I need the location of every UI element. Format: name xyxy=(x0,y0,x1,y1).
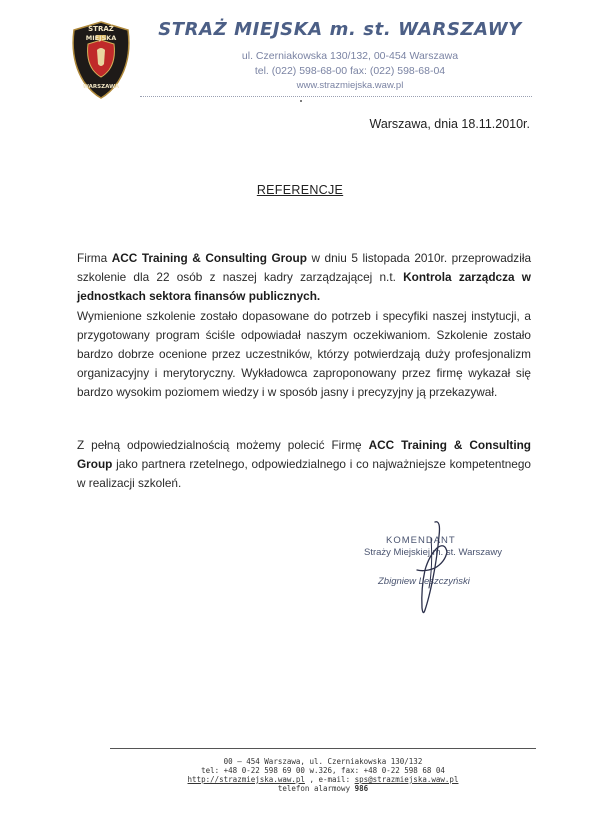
p1-training-topic: Kontrola zarządcza w jednostkach sektora finansów publicznych. xyxy=(77,270,531,304)
body-paragraph-2 xyxy=(77,436,531,494)
stamp-role: KOMENDANT xyxy=(386,535,456,546)
header-dot-mark xyxy=(300,100,302,102)
footer-email-label: , e-mail: xyxy=(304,775,355,784)
footer-email-link[interactable]: sps@strazmiejska.waw.pl xyxy=(354,775,459,784)
header-divider xyxy=(140,96,532,97)
p2-company-name: ACC Training & Consulting Group xyxy=(77,438,532,472)
p1-text-3: Wymienione szkolenie zostało dopasowane do potrzeb i specyfiki naszej instytucji, a przygotowany program ściśle odpowiadał naszym oczekiwaniom. Szkolenie zostało bardzo dobrze ocenione przez uczestników, którzy potwierdzają duży profesjonalizm organizacyjny i merytoryczny. Wykładowca zaproponowany przez firmę wykazał się bardzo wysokim poziomem wiedzy i w sposób jasny i precyzyjny ją przekazywał. xyxy=(77,308,531,400)
logo-text-top: STRAŻ xyxy=(88,25,114,33)
footer-contact xyxy=(110,775,536,784)
logo-text-bottom: WARSZAWA xyxy=(82,84,120,90)
straz-miejska-badge-logo xyxy=(68,20,134,100)
logo-text-mid: MIEJSKA xyxy=(85,34,117,42)
footer-divider xyxy=(110,748,536,749)
organization-title: STRAŻ MIEJSKA m. st. WARSZAWY xyxy=(158,19,522,40)
p1-text-1: Firma xyxy=(77,251,112,265)
footer-phone-fax: tel: +48 0-22 598 69 00 w.326, fax: +48 0-22 598 68 04 xyxy=(201,766,445,775)
signatory-name: Zbigniew Leszczyński xyxy=(378,576,470,587)
p2-text-2: jako partnera rzetelnego, odpowiedzialnego i co najważniejsze kompetentnego w realizacji szkoleń. xyxy=(77,457,531,491)
handwritten-signature xyxy=(395,518,475,618)
footer-alarm-phone xyxy=(110,784,536,793)
p1-company-name: ACC Training & Consulting Group xyxy=(111,251,307,265)
header-address: ul. Czerniakowska 130/132, 00-454 Warszawa xyxy=(241,50,459,62)
footer-alarm-number: 986 xyxy=(354,784,369,793)
p2-text-1: Z pełną odpowiedzialnością możemy polecić Firmę xyxy=(77,438,369,452)
body-paragraph-1 xyxy=(77,249,531,403)
letter-date: Warszawa, dnia 18.11.2010r. xyxy=(369,117,530,131)
footer-address: 00 – 454 Warszawa, ul. Czerniakowska 130/132 xyxy=(223,757,423,766)
document-title: REFERENCJE xyxy=(256,183,344,197)
stamp-institution: Straży Miejskiej m. st. Warszawy xyxy=(364,547,502,558)
p1-text-2: w dniu 5 listopada 2010r. przeprowadziła szkolenie dla 22 osób z naszej kadry zarządzającej n.t. xyxy=(77,251,532,285)
header-phone-fax: tel. (022) 598-68-00 fax: (022) 598-68-04 xyxy=(254,65,446,77)
header-website: www.strazmiejska.waw.pl xyxy=(296,80,404,91)
footer-website-link[interactable]: http://strazmiejska.waw.pl xyxy=(187,775,305,784)
footer-alarm-label: telefon alarmowy xyxy=(277,784,355,793)
